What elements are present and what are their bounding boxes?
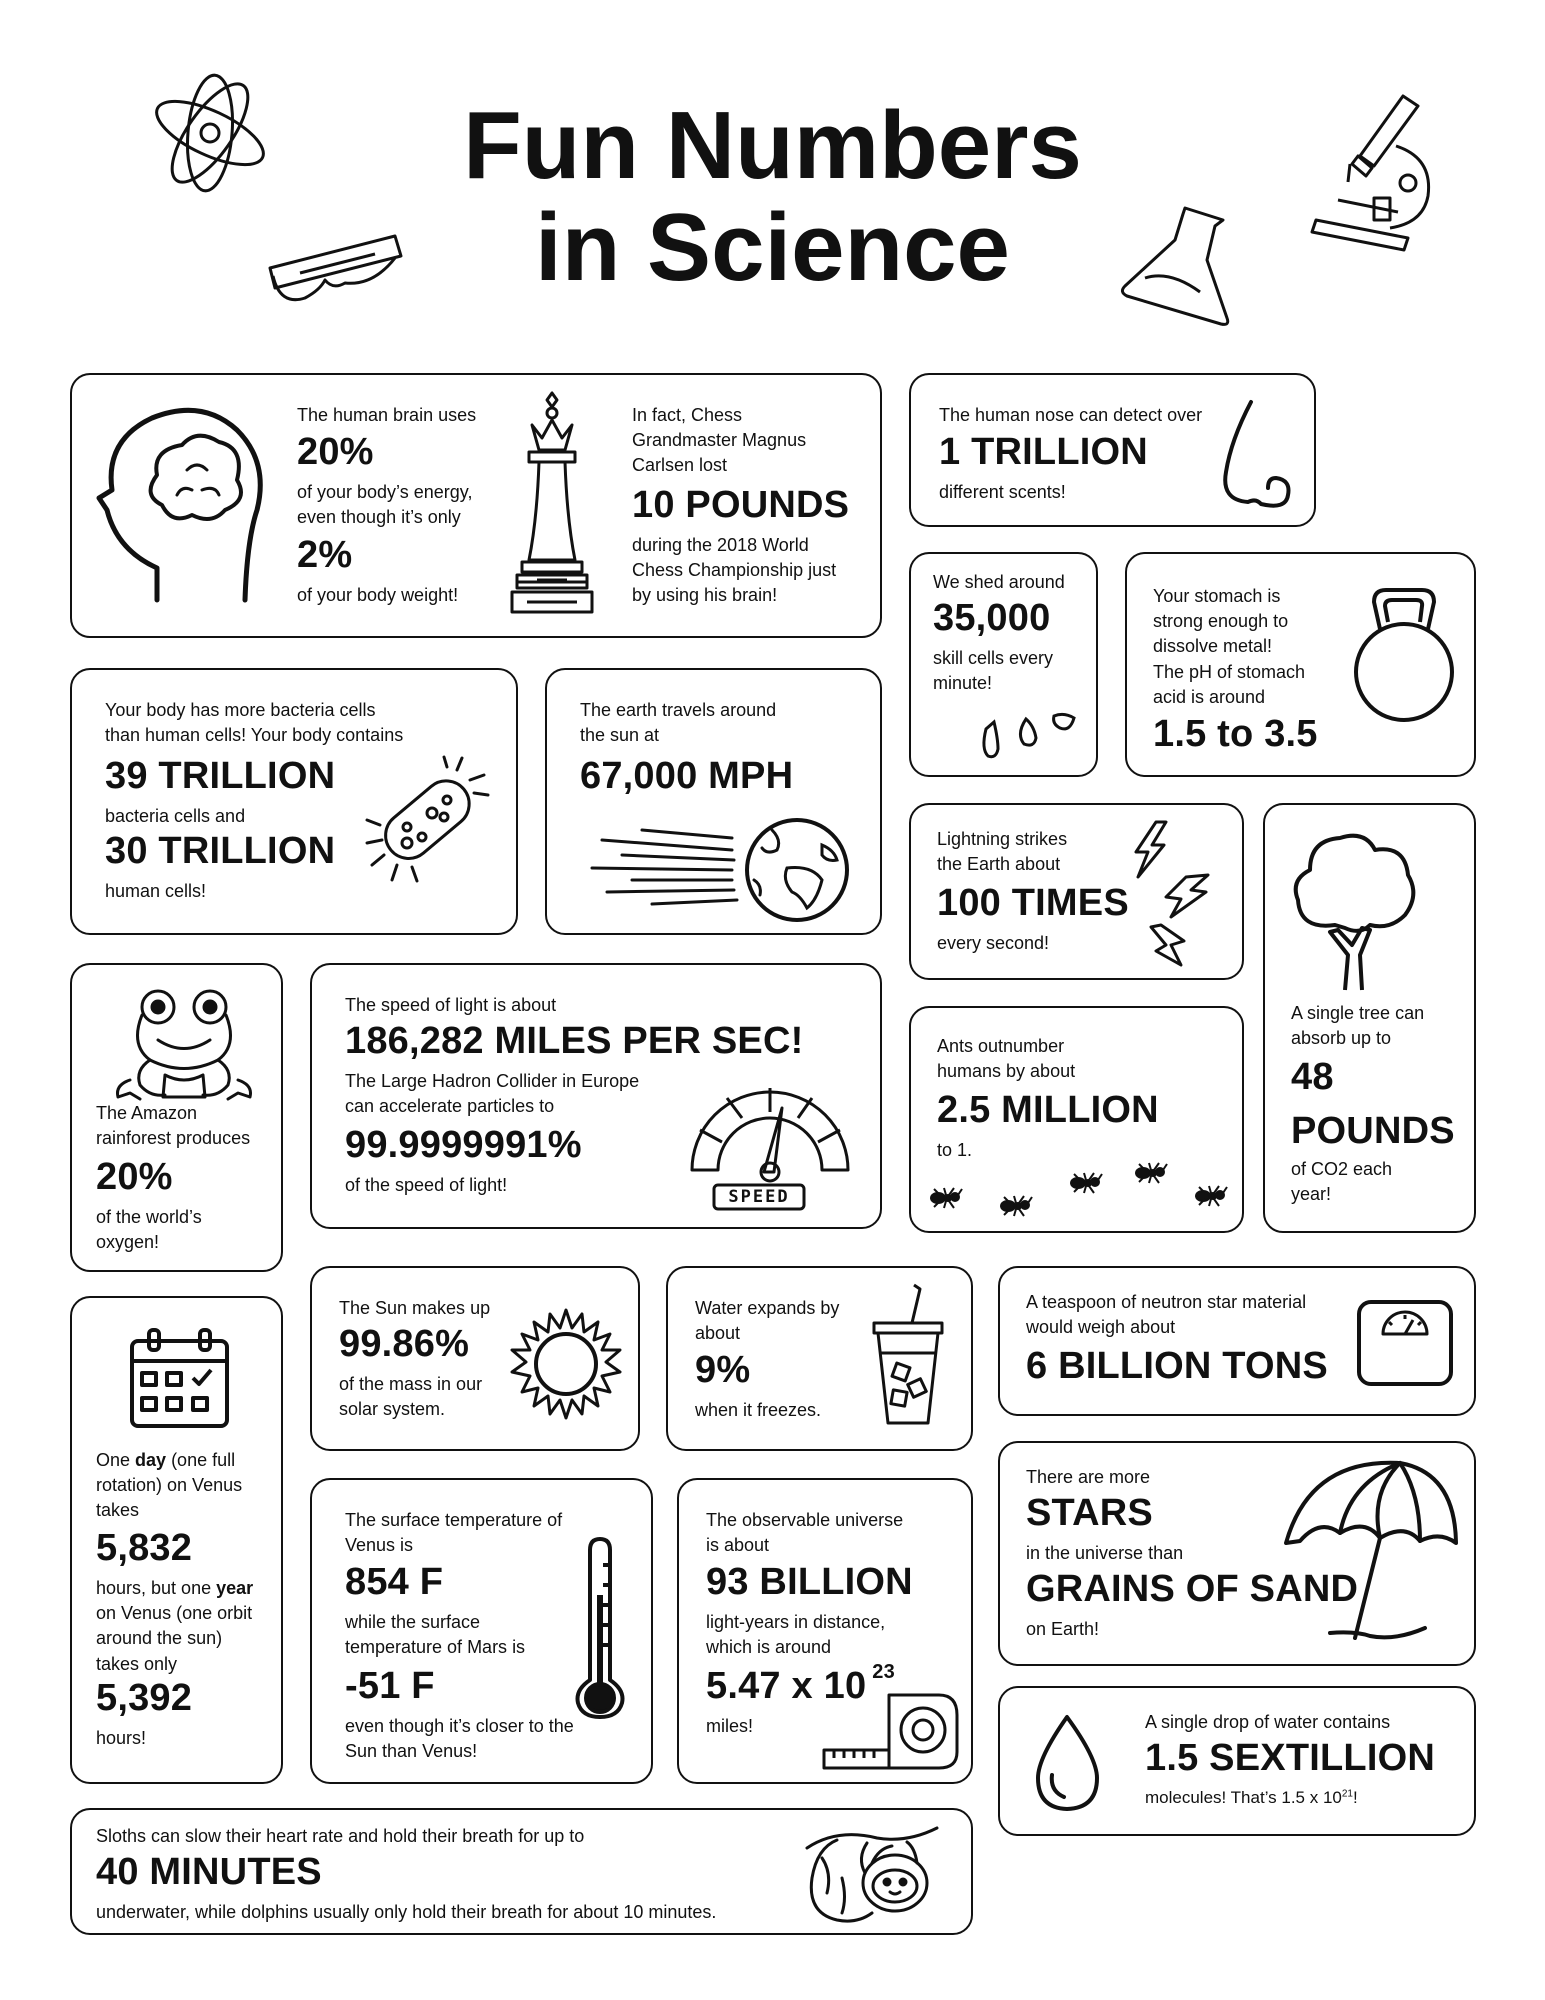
stomach-value: 1.5 to 3.5 <box>1153 713 1318 755</box>
ants-card <box>909 1006 1244 1233</box>
sloth-value: 40 MINUTES <box>96 1851 322 1893</box>
speed-label: SPEED <box>728 1187 790 1207</box>
universe-intro: The observable universe is about <box>706 1510 904 1556</box>
bacteria-intro: Your body has more bacteria cells than human cells! Your body contains <box>105 700 404 746</box>
stars-middle: in the universe than <box>1026 1543 1184 1563</box>
chess-queen-icon <box>507 390 597 625</box>
drop-outro-text: molecules! That’s 1.5 x 10 <box>1145 1788 1342 1807</box>
nose-outro: different scents! <box>939 482 1066 502</box>
venus-day-value: 5,832 <box>96 1527 193 1569</box>
tree-card <box>1263 803 1476 1233</box>
venus-year-word: year <box>216 1578 254 1598</box>
light-intro: The speed of light is about <box>345 995 557 1015</box>
light-middle: The Large Hadron Collider in Europe can accelerate particles to <box>345 1071 640 1117</box>
thermometer-icon <box>570 1535 630 1720</box>
stars-value: STARS <box>1026 1492 1153 1534</box>
skin-drops-icon <box>976 704 1086 764</box>
water-drop-icon <box>1030 1713 1105 1813</box>
lightning-card <box>909 803 1244 980</box>
stomach-intro: Your stomach is strong enough to dissolve metal! The pH of stomach acid is around <box>1153 586 1306 707</box>
skin-value: 35,000 <box>933 597 1051 639</box>
venus-day-word: day <box>135 1450 167 1470</box>
skin-outro: skill cells every minute! <box>933 648 1054 694</box>
universe-middle: light-years in distance, which is around <box>706 1612 886 1658</box>
light-value: 186,282 MILES PER SEC! <box>345 1020 804 1062</box>
mars-temp-value: -51 F <box>345 1665 435 1707</box>
venus-day-intro-a: One <box>96 1450 136 1470</box>
neutron-intro: A teaspoon of neutron star material would weigh about <box>1026 1292 1307 1338</box>
stars-intro: There are more <box>1026 1467 1151 1487</box>
sun-outro: of the mass in our solar system. <box>339 1374 483 1420</box>
temperature-intro: The surface temperature of Venus is <box>345 1510 563 1556</box>
venus-year-c: on Venus (one orbit around the sun) takes only <box>96 1603 253 1674</box>
drop-intro: A single drop of water contains <box>1145 1712 1391 1732</box>
lightning-icon <box>1126 817 1236 967</box>
amazon-intro: The Amazon rainforest produces <box>96 1103 251 1149</box>
bacteria-card <box>70 668 518 935</box>
venus-day-card <box>70 1296 283 1784</box>
calendar-icon <box>127 1326 232 1431</box>
bacteria-icon <box>362 755 492 885</box>
sun-icon <box>510 1308 622 1420</box>
universe-value: 93 BILLION <box>706 1561 913 1603</box>
neutron-star-card <box>998 1266 1476 1416</box>
sun-mass-card <box>310 1266 640 1451</box>
skin-cells-card <box>909 552 1098 777</box>
ant-icon <box>921 1148 1236 1228</box>
sand-value: GRAINS OF SAND <box>1026 1568 1359 1610</box>
brain-energy-value: 20% <box>297 431 374 473</box>
nose-value: 1 TRILLION <box>939 431 1148 473</box>
water-value: 9% <box>695 1349 751 1391</box>
sloth-card <box>70 1808 973 1935</box>
brain-chess-card <box>70 373 882 638</box>
bacteria-value-1: 39 TRILLION <box>105 755 336 797</box>
drop-outro <box>1145 1786 1358 1810</box>
lightning-outro: every second! <box>937 933 1050 953</box>
water-expands-card <box>666 1266 973 1451</box>
amazon-value: 20% <box>96 1156 173 1198</box>
microscope-icon <box>1308 88 1448 248</box>
page-title-line-2: in Science <box>535 194 1010 301</box>
tape-measure-icon <box>819 1690 964 1775</box>
stars-sand-card <box>998 1441 1476 1666</box>
venus-year-value: 5,392 <box>96 1677 193 1719</box>
ants-outro: to 1. <box>937 1140 973 1160</box>
venus-year-a: hours, but one <box>96 1578 217 1598</box>
earth-value: 67,000 MPH <box>580 755 794 797</box>
sun-intro: The Sun makes up <box>339 1298 491 1318</box>
sloth-intro: Sloths can slow their heart rate and hold their breath for up to <box>96 1826 585 1846</box>
iced-drink-icon <box>868 1283 948 1433</box>
venus-day-intro-c: (one full rotation) on Venus takes <box>96 1450 243 1521</box>
lightning-value: 100 TIMES <box>937 882 1129 924</box>
atom-icon <box>145 68 275 198</box>
flask-icon <box>1115 200 1240 330</box>
brain-intro: The human brain uses <box>297 405 477 425</box>
scale-icon <box>1355 1298 1455 1388</box>
temperature-outro: even though it’s closer to the Sun than Venus! <box>345 1716 574 1762</box>
venus-day-intro <box>96 1448 242 1524</box>
bacteria-value-2: 30 TRILLION <box>105 830 336 872</box>
goggles-icon <box>265 228 405 308</box>
earth-intro: The earth travels around the sun at <box>580 700 777 746</box>
venus-year-text <box>96 1576 253 1677</box>
temperature-middle: while the surface temperature of Mars is <box>345 1612 526 1658</box>
venus-day-outro: hours! <box>96 1728 147 1748</box>
water-outro: when it freezes. <box>695 1400 822 1420</box>
skin-intro: We shed around <box>933 572 1065 592</box>
nose-card <box>909 373 1316 527</box>
universe-outro: miles! <box>706 1716 754 1736</box>
ants-value: 2.5 MILLION <box>937 1089 1159 1131</box>
lhc-value: 99.9999991% <box>345 1124 582 1166</box>
chess-value: 10 POUNDS <box>632 484 850 526</box>
venus-temperature-card <box>310 1478 653 1784</box>
amazon-outro: of the world’s oxygen! <box>96 1207 202 1253</box>
frog-icon <box>110 985 260 1105</box>
kettlebell-icon <box>1352 584 1457 724</box>
water-drop-card <box>998 1686 1476 1836</box>
head-brain-icon <box>97 400 267 605</box>
ants-intro: Ants outnumber humans by about <box>937 1036 1076 1082</box>
tree-value-number: 48 <box>1291 1056 1334 1098</box>
umbrella-icon <box>1280 1453 1460 1653</box>
universe-miles-exponent: 23 <box>872 1661 895 1684</box>
brain-middle: of your body’s energy, even though it’s only <box>297 482 473 528</box>
chess-outro: during the 2018 World Chess Championship just by using his brain! <box>632 535 837 606</box>
nose-intro: The human nose can detect over <box>939 405 1203 425</box>
amazon-oxygen-card <box>70 963 283 1272</box>
drop-value: 1.5 SEXTILLION <box>1145 1737 1435 1779</box>
water-intro: Water expands by about <box>695 1298 840 1344</box>
light-outro: of the speed of light! <box>345 1175 508 1195</box>
brain-outro: of your body weight! <box>297 585 459 605</box>
earth-icon <box>582 810 867 925</box>
tree-value-unit: POUNDS <box>1291 1110 1455 1152</box>
brain-weight-value: 2% <box>297 534 353 576</box>
bacteria-middle: bacteria cells and <box>105 806 246 826</box>
bacteria-outro: human cells! <box>105 881 207 901</box>
tree-icon <box>1290 830 1420 995</box>
drop-outro-end: ! <box>1353 1788 1358 1807</box>
tree-intro: A single tree can absorb up to <box>1291 1003 1425 1049</box>
earth-speed-card <box>545 668 882 935</box>
drop-exponent: 21 <box>1341 1788 1353 1800</box>
stars-outro: on Earth! <box>1026 1619 1100 1639</box>
tree-outro: of CO2 each year! <box>1291 1159 1393 1205</box>
lightning-intro: Lightning strikes the Earth about <box>937 829 1068 875</box>
venus-temp-value: 854 F <box>345 1561 444 1603</box>
sloth-outro: underwater, while dolphins usually only hold their breath for about 10 minutes. <box>96 1902 717 1922</box>
neutron-value: 6 BILLION TONS <box>1026 1345 1328 1387</box>
universe-miles-base: 5.47 x 10 <box>706 1665 867 1707</box>
chess-intro: In fact, Chess Grandmaster Magnus Carlsen lost <box>632 405 807 476</box>
speed-of-light-card <box>310 963 882 1229</box>
stomach-card <box>1125 552 1476 777</box>
page-title-line-1: Fun Numbers <box>463 92 1082 199</box>
nose-icon <box>1216 400 1296 510</box>
sloth-icon <box>797 1818 942 1928</box>
universe-card <box>677 1478 973 1784</box>
sun-value: 99.86% <box>339 1323 470 1365</box>
